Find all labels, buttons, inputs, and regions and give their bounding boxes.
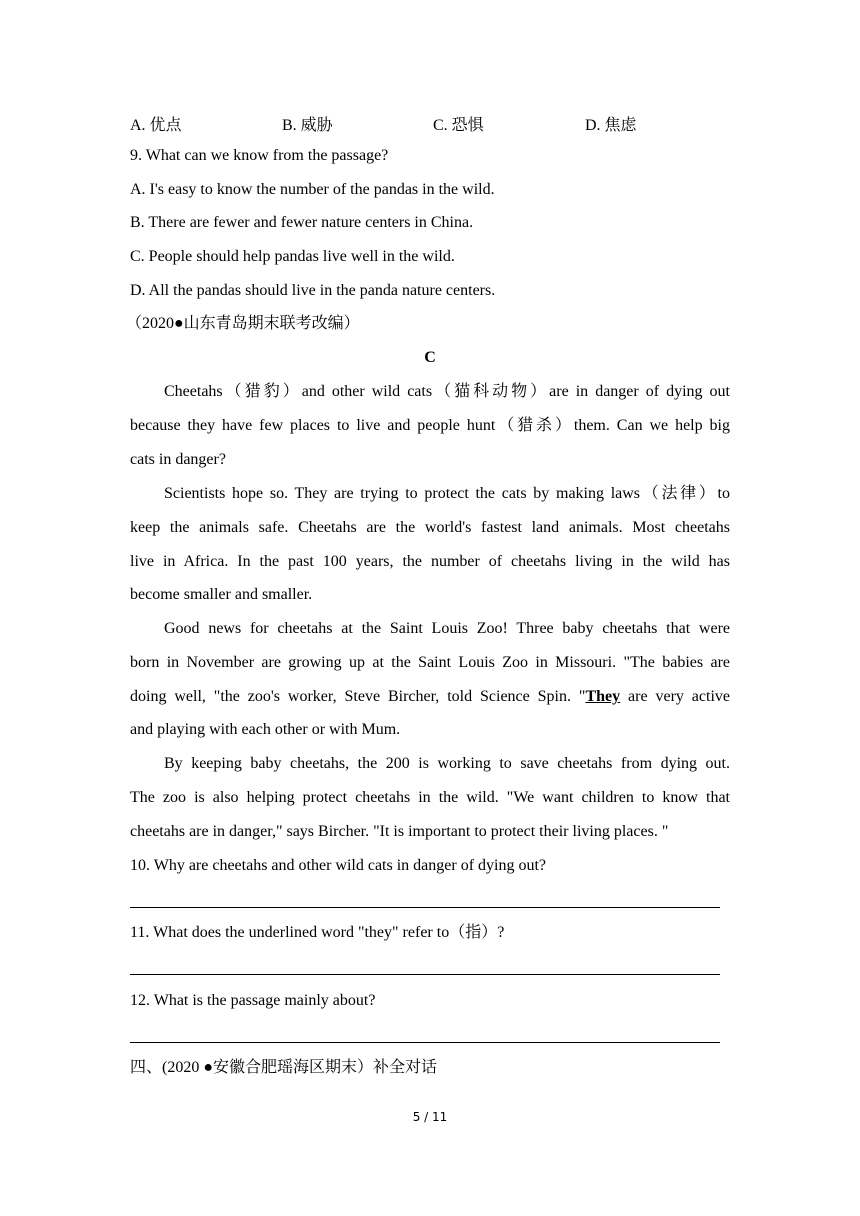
passage-p3-line1: Good news for cheetahs at the Saint Louis Zoo! Three baby cheetahs that were <box>164 620 730 637</box>
q9-option-c: C. People should help pandas live well in the wild. <box>130 248 455 265</box>
question-11: 11. What does the underlined word "they" refer to（指）? <box>130 924 505 941</box>
source-note: （2020●山东青岛期末联考改编） <box>126 315 360 332</box>
section-heading-c: C <box>424 349 436 366</box>
answer-line-11[interactable] <box>130 974 720 975</box>
q9-option-b: B. There are fewer and fewer nature centers in China. <box>130 214 474 231</box>
page-number: 5 / 11 <box>412 1110 448 1124</box>
passage-p4-line2: The zoo is also helping protect cheetahs in the wild. "We want children to know that <box>130 789 730 806</box>
passage-p2-line3: live in Africa. In the past 100 years, the number of cheetahs living in the wild has <box>130 553 730 570</box>
q8-option-b: B. 威胁 <box>282 117 333 134</box>
passage-p3-line2: born in November are growing up at the Saint Louis Zoo in Missouri. "The babies are <box>130 654 730 671</box>
passage-p4-line3: cheetahs are in danger," says Bircher. "It is important to protect their living places. " <box>130 823 669 840</box>
passage-p2-line1: Scientists hope so. They are trying to protect the cats by making laws（法律）to <box>164 485 730 502</box>
passage-p2-line4: become smaller and smaller. <box>130 586 313 603</box>
section-4-title: 四、(2020 ●安徽合肥瑶海区期末）补全对话 <box>130 1059 437 1076</box>
answer-line-10[interactable] <box>130 907 720 908</box>
q9-option-d: D. All the pandas should live in the panda nature centers. <box>130 282 496 299</box>
passage-p1-line1: Cheetahs（猎豹）and other wild cats（猫科动物）are in danger of dying out <box>164 383 730 400</box>
passage-p3-line3 <box>130 687 730 707</box>
passage-p4-line1: By keeping baby cheetahs, the 200 is working to save cheetahs from dying out. <box>164 755 730 772</box>
question-10: 10. Why are cheetahs and other wild cats in danger of dying out? <box>130 857 547 874</box>
answer-line-12[interactable] <box>130 1042 720 1043</box>
passage-p2-line2: keep the animals safe. Cheetahs are the world's fastest land animals. Most cheetahs <box>130 519 730 536</box>
passage-p3-line4: and playing with each other or with Mum. <box>130 721 401 738</box>
q9-option-a: A. I's easy to know the number of the pandas in the wild. <box>130 181 495 198</box>
q8-option-d: D. 焦虑 <box>585 117 637 134</box>
passage-p1-line3: cats in danger? <box>130 451 226 468</box>
passage-p3-line3-end: are very active <box>620 688 731 705</box>
question-12: 12. What is the passage mainly about? <box>130 992 376 1009</box>
passage-p1-line2: because they have few places to live and people hunt（猎杀）them. Can we help big <box>130 417 730 434</box>
q8-option-c: C. 恐惧 <box>433 117 484 134</box>
underlined-word-they: They <box>585 688 621 705</box>
q9-question: 9. What can we know from the passage? <box>130 147 389 164</box>
passage-p3-line3-start: doing well, "the zoo's worker, Steve Bircher, told Science Spin. " <box>130 688 586 705</box>
q8-option-a: A. 优点 <box>130 117 182 134</box>
